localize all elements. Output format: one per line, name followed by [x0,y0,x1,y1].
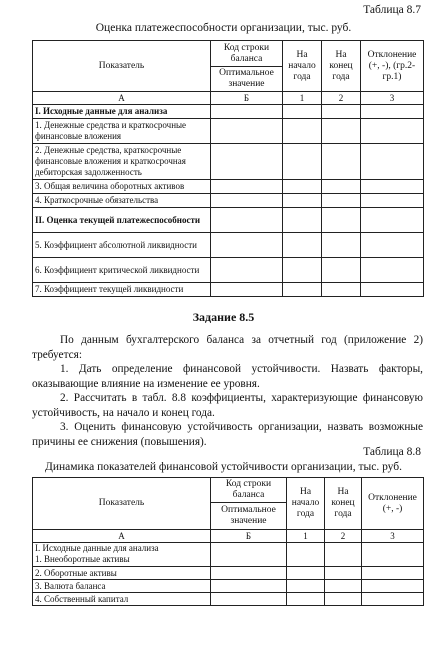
index-cell: 1 [287,530,325,543]
row-label: 6. Коэффициент критической ликвидности [33,258,211,283]
index-cell: Б [211,530,287,543]
task-title: Задание 8.5 [192,310,255,324]
row-label: I. Исходные данные для анализа [33,105,211,119]
task-item: 1. Дать определение финансовой устойчивости. Назвать факторы, оказывающие влияние на изменение ее уровня. [32,363,423,390]
table-row [33,194,424,208]
index-cell: Б [211,92,283,105]
table-row [33,144,424,180]
task-item: 3. Оценить финансовую устойчивость организации, назвать возможные причины ее снижения (повышения). [32,421,423,448]
table-caption: Таблица 8.8 [363,446,421,458]
header-code: Код строки баланса [211,41,283,67]
header-optimal: Оптимальное значение [211,67,283,92]
row-label [33,543,211,567]
row-label: 4. Краткосрочные обязательства [33,194,211,208]
header-indicator: Показатель [33,478,211,530]
index-cell: А [33,92,211,105]
row-label: 3. Валюта баланса [33,580,211,593]
table-row [33,580,424,593]
row-label: 3. Общая величина оборотных активов [33,180,211,194]
row-label-line: 1. Внеоборотные активы [35,554,130,564]
table-caption: Таблица 8.7 [363,4,421,16]
header-indicator: Показатель [33,41,211,92]
table-row [33,180,424,194]
header-start: На начало года [287,478,325,530]
row-label: 1. Денежные средства и краткосрочные финансовые вложения [33,119,211,144]
header-deviation: Отклонение (+, -), (гр.2-гр.1) [361,41,424,92]
header-end: На конец года [325,478,362,530]
row-label: 5. Коэффициент абсолютной ликвидности [33,233,211,258]
row-label: 2. Оборотные активы [33,567,211,580]
index-cell: 2 [325,530,362,543]
index-cell: 2 [322,92,361,105]
row-label: II. Оценка текущей платежеспособности [33,208,211,233]
row-label: 7. Коэффициент текущей ликвидности [33,283,211,297]
table-row [33,119,424,144]
table-title: Оценка платежеспособности организации, тыс. руб. [95,22,352,34]
table-title: Динамика показателей финансовой устойчивости организации, тыс. руб. [45,461,402,473]
index-cell: 1 [283,92,322,105]
header-optimal: Оптимальное значение [211,503,287,530]
task-body [32,333,423,449]
table-row [33,105,424,119]
table-row [33,593,424,606]
row-label-line: I. Исходные данные для анализа [35,543,159,553]
table-row [33,233,424,258]
header-deviation: Отклонение (+, -) [362,478,424,530]
table-row [33,208,424,233]
index-cell: 3 [361,92,424,105]
row-label: 2. Денежные средства, краткосрочные финансовые вложения и краткосрочная дебиторская задолженность [33,144,211,180]
task-intro: По данным бухгалтерского баланса за отчетный год (приложение 2) требуется: [32,334,423,361]
solvency-table [32,40,424,297]
stability-table [32,477,424,606]
index-cell: 3 [362,530,424,543]
table-row [33,543,424,567]
table-row [33,567,424,580]
table-row [33,258,424,283]
header-start: На начало года [283,41,322,92]
header-code: Код строки баланса [211,478,287,503]
index-cell: А [33,530,211,543]
row-label: 4. Собственный капитал [33,593,211,606]
task-item: 2. Рассчитать в табл. 8.8 коэффициенты, характеризующие финансовую устойчивость, на начало и конец года. [32,392,423,419]
table-row [33,283,424,297]
header-end: На конец года [322,41,361,92]
